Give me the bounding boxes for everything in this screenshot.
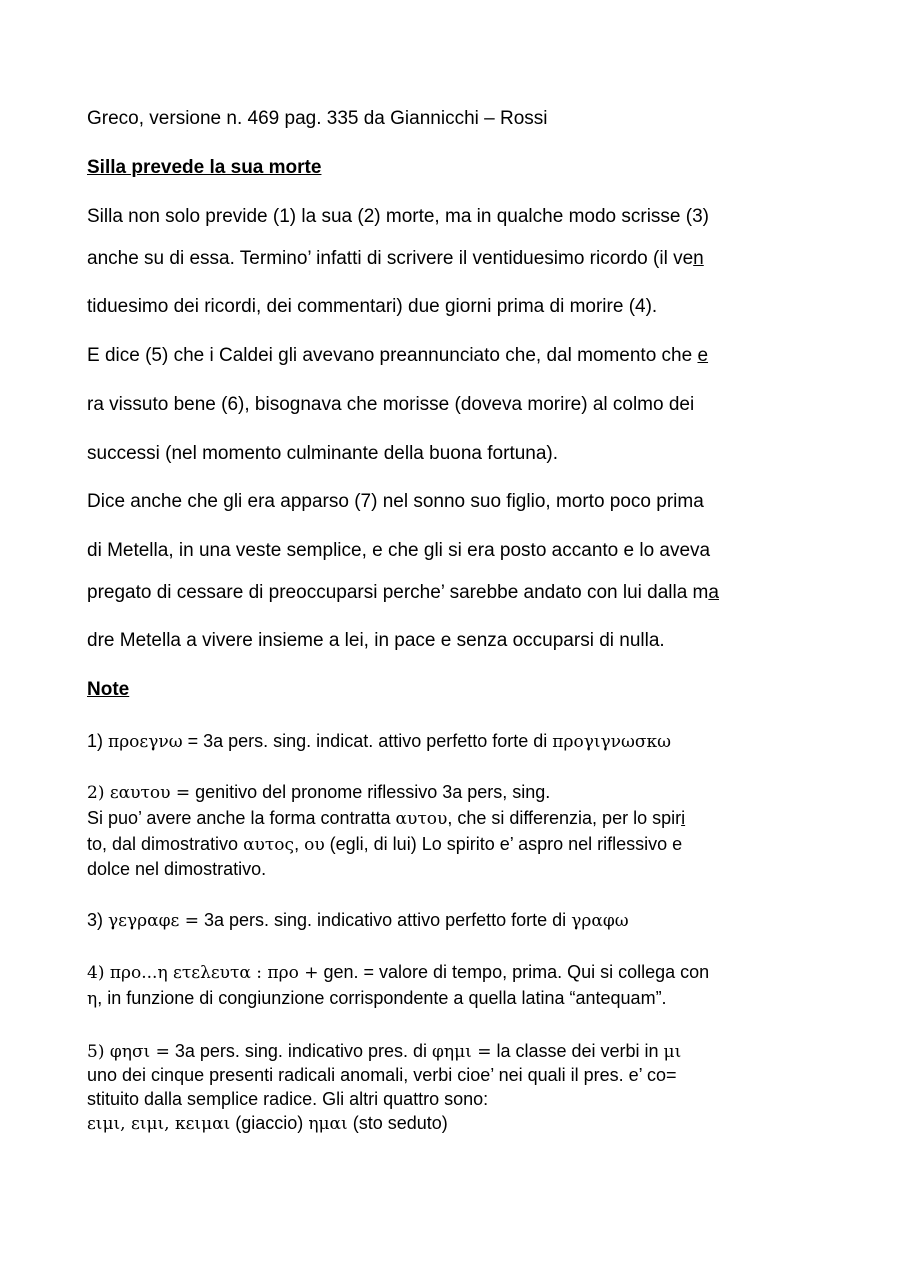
body-line: pregato di cessare di preoccuparsi perche’ sarebbe andato con lui dalla ma — [87, 582, 719, 603]
body-line: successi (nel momento culminante della buona fortuna). — [87, 443, 559, 464]
note-2-line: to, dal dimostrativo αυτος, ου (egli, di lui) Lo spirito e’ aspro nel riflessivo e — [87, 834, 683, 855]
note-5: 5) φησι = 3a pers. sing. indicativo pres. di φημι = la classe dei verbi in μι — [87, 1041, 682, 1062]
body-line: E dice (5) che i Caldei gli avevano preannunciato che, dal momento che e — [87, 345, 709, 366]
body-line: dre Metella a vivere insieme a lei, in pace e senza occuparsi di nulla. — [87, 630, 665, 651]
document-title: Silla prevede la sua morte — [87, 157, 322, 178]
note-5-line: ειμι, ειμι, κειμαι (giaccio) ημαι (sto seduto) — [87, 1113, 448, 1134]
body-line: di Metella, in una veste semplice, e che gli si era posto accanto e lo aveva — [87, 540, 711, 561]
body-line: ra vissuto bene (6), bisognava che morisse (doveva morire) al colmo dei — [87, 394, 695, 415]
body-line: Silla non solo previde (1) la sua (2) morte, ma in qualche modo scrisse (3) — [87, 206, 709, 227]
note-5-line: uno dei cinque presenti radicali anomali, verbi cioe’ nei quali il pres. e’ co= — [87, 1065, 677, 1085]
note-2: 2) εαυτου = genitivo del pronome riflessivo 3a pers, sing. — [87, 782, 551, 803]
note-2-line: Si puo’ avere anche la forma contratta αυτου, che si differenzia, per lo spiri — [87, 808, 686, 829]
body-line: tiduesimo dei ricordi, dei commentari) due giorni prima di morire (4). — [87, 296, 658, 317]
body-line: Dice anche che gli era apparso (7) nel sonno suo figlio, morto poco prima — [87, 491, 704, 512]
note-3: 3) γεγραφε = 3a pers. sing. indicativo attivo perfetto forte di γραφω — [87, 910, 629, 931]
note-1: 1) προεγνω = 3a pers. sing. indicat. attivo perfetto forte di προγιγνωσκω — [87, 731, 671, 752]
note-4-line: η, in funzione di congiunzione corrispondente a quella latina “antequam”. — [87, 988, 667, 1009]
notes-title: Note — [87, 679, 130, 700]
note-2-line: dolce nel dimostrativo. — [87, 859, 267, 879]
document-header: Greco, versione n. 469 pag. 335 da Giannicchi – Rossi — [87, 108, 548, 129]
body-line: anche su di essa. Termino’ infatti di scrivere il ventiduesimo ricordo (il ven — [87, 248, 704, 269]
note-5-line: stituito dalla semplice radice. Gli altri quattro sono: — [87, 1089, 489, 1109]
note-4: 4) προ...η ετελευτα : προ + gen. = valore di tempo, prima. Qui si collega con — [87, 962, 710, 983]
